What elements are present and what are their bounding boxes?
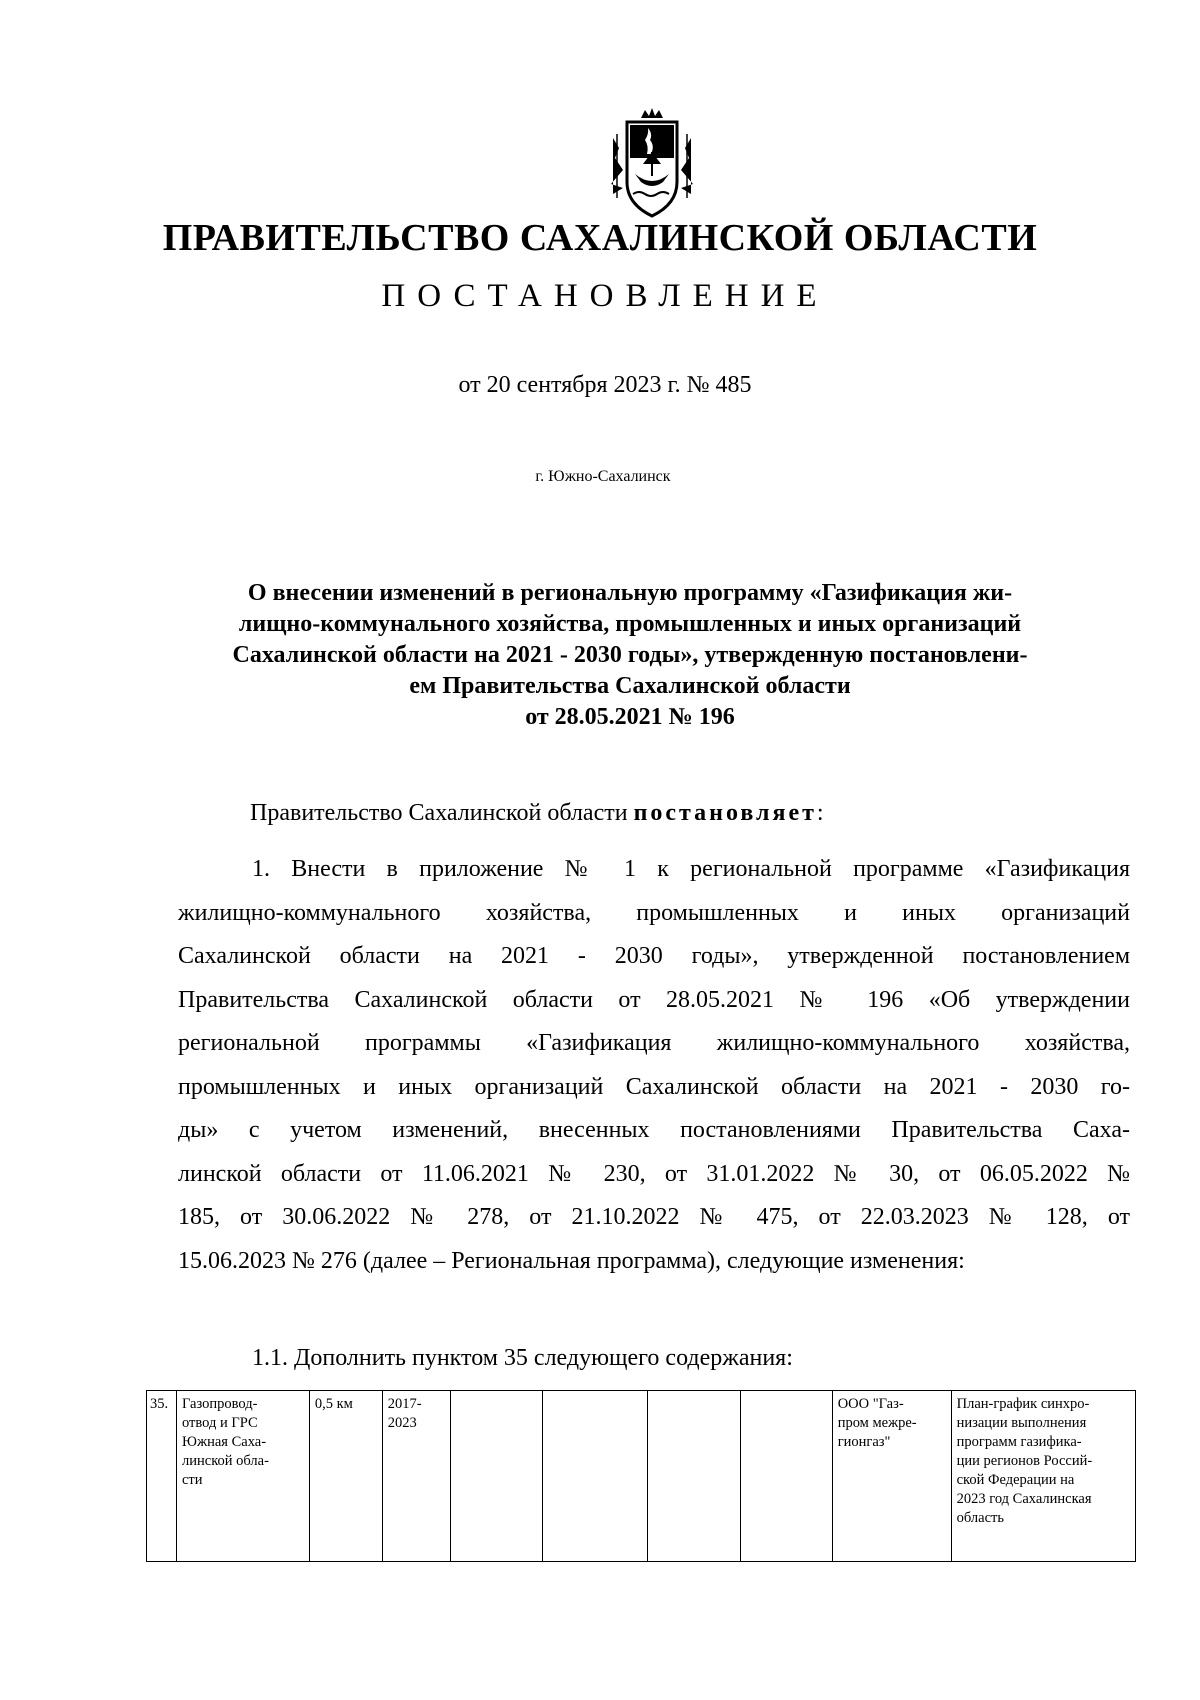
document-subject [180, 578, 1080, 733]
document-date-number: от 20 сентября 2023 г. № 485 [458, 372, 752, 398]
inserted-program-table [146, 1390, 1136, 1562]
document-city: г. Южно-Сахалинск [535, 468, 671, 485]
document-type: ПОСТАНОВЛЕНИЕ [381, 278, 829, 314]
cell-number: 35. [147, 1391, 177, 1562]
cell-text: Газопровод- [182, 1396, 258, 1412]
cell-text: План-график синхро- [956, 1396, 1090, 1412]
sakhalin-coat-of-arms-icon [603, 108, 701, 220]
intro-emphasis: постановляет [633, 800, 817, 826]
cell-empty [451, 1391, 543, 1562]
subject-line: Сахалинской области на 2021 - 2030 годы», утвержденную постановлени- [232, 642, 1028, 668]
cell-text: 2023 [387, 1415, 417, 1431]
intro-text: Правительство Сахалинской области [250, 800, 634, 826]
subject-line: лищно-коммунального хозяйства, промышленных и иных организаций [238, 611, 1022, 637]
intro-tail: : [816, 800, 824, 826]
cell-text: низации выполнения [956, 1415, 1087, 1431]
cell-text: ООО "Газ- [837, 1396, 904, 1412]
cell-text: Южная Саха- [182, 1434, 267, 1450]
cell-text: линской обла- [182, 1453, 269, 1469]
cell-text: 2023 год Сахалинская [956, 1491, 1092, 1507]
subject-line: от 28.05.2021 № 196 [525, 704, 735, 730]
organization-name: ПРАВИТЕЛЬСТВО САХАЛИНСКОЙ ОБЛАСТИ [162, 217, 1038, 259]
cell-text: пром межре- [837, 1415, 917, 1431]
body-line: линской области от 11.06.2021 № 230, от 31.01.2022 № 30, от 06.05.2022 № [178, 1160, 1130, 1187]
resolution-body [178, 848, 1130, 1283]
cell-text: 2017- [387, 1396, 422, 1412]
body-line: жилищно-коммунального хозяйства, промышленных и иных организаций [178, 899, 1130, 926]
cell-text: ской Федерации на [956, 1472, 1075, 1488]
body-line: региональной программы «Газификация жилищно-коммунального хозяйства, [178, 1030, 1130, 1056]
table-row [147, 1391, 1136, 1562]
cell-empty [648, 1391, 740, 1562]
body-line: Правительства Сахалинской области от 28.05.2021 № 196 «Об утверждении [178, 986, 1130, 1013]
resolution-intro [250, 800, 824, 827]
cell-operator [832, 1391, 951, 1562]
sub-item-1-1: 1.1. Дополнить пунктом 35 следующего содержания: [252, 1345, 793, 1371]
cell-text: отвод и ГРС [182, 1415, 258, 1431]
cell-empty [740, 1391, 832, 1562]
cell-length: 0,5 км [309, 1391, 382, 1562]
body-line: 185, от 30.06.2022 № 278, от 21.10.2022 № 475, от 22.03.2023 № 128, от [178, 1204, 1130, 1230]
cell-period [382, 1391, 451, 1562]
cell-empty [543, 1391, 648, 1562]
subject-line: ем Правительства Сахалинской области [409, 673, 851, 699]
cell-text: ции регионов Россий- [956, 1453, 1093, 1469]
subject-line: О внесении изменений в региональную программу «Газификация жи- [247, 580, 1013, 606]
body-line: 1. Внести в приложение № 1 к региональной программе «Газификация [252, 856, 1130, 882]
body-line: ды» с учетом изменений, внесенных постановлениями Правительства Саха- [178, 1117, 1130, 1143]
cell-text: область [956, 1510, 1004, 1526]
cell-text: сти [182, 1472, 203, 1488]
cell-object [177, 1391, 310, 1562]
body-line: промышленных и иных организаций Сахалинской области на 2021 - 2030 го- [178, 1073, 1130, 1100]
cell-text: гионгаз" [837, 1434, 891, 1450]
body-line: 15.06.2023 № 276 (далее – Региональная программа), следующие изменения: [178, 1247, 965, 1274]
cell-text: программ газифика- [956, 1434, 1082, 1450]
cell-basis [951, 1391, 1135, 1562]
body-line: Сахалинской области на 2021 - 2030 годы», утвержденной постановлением [178, 943, 1130, 969]
